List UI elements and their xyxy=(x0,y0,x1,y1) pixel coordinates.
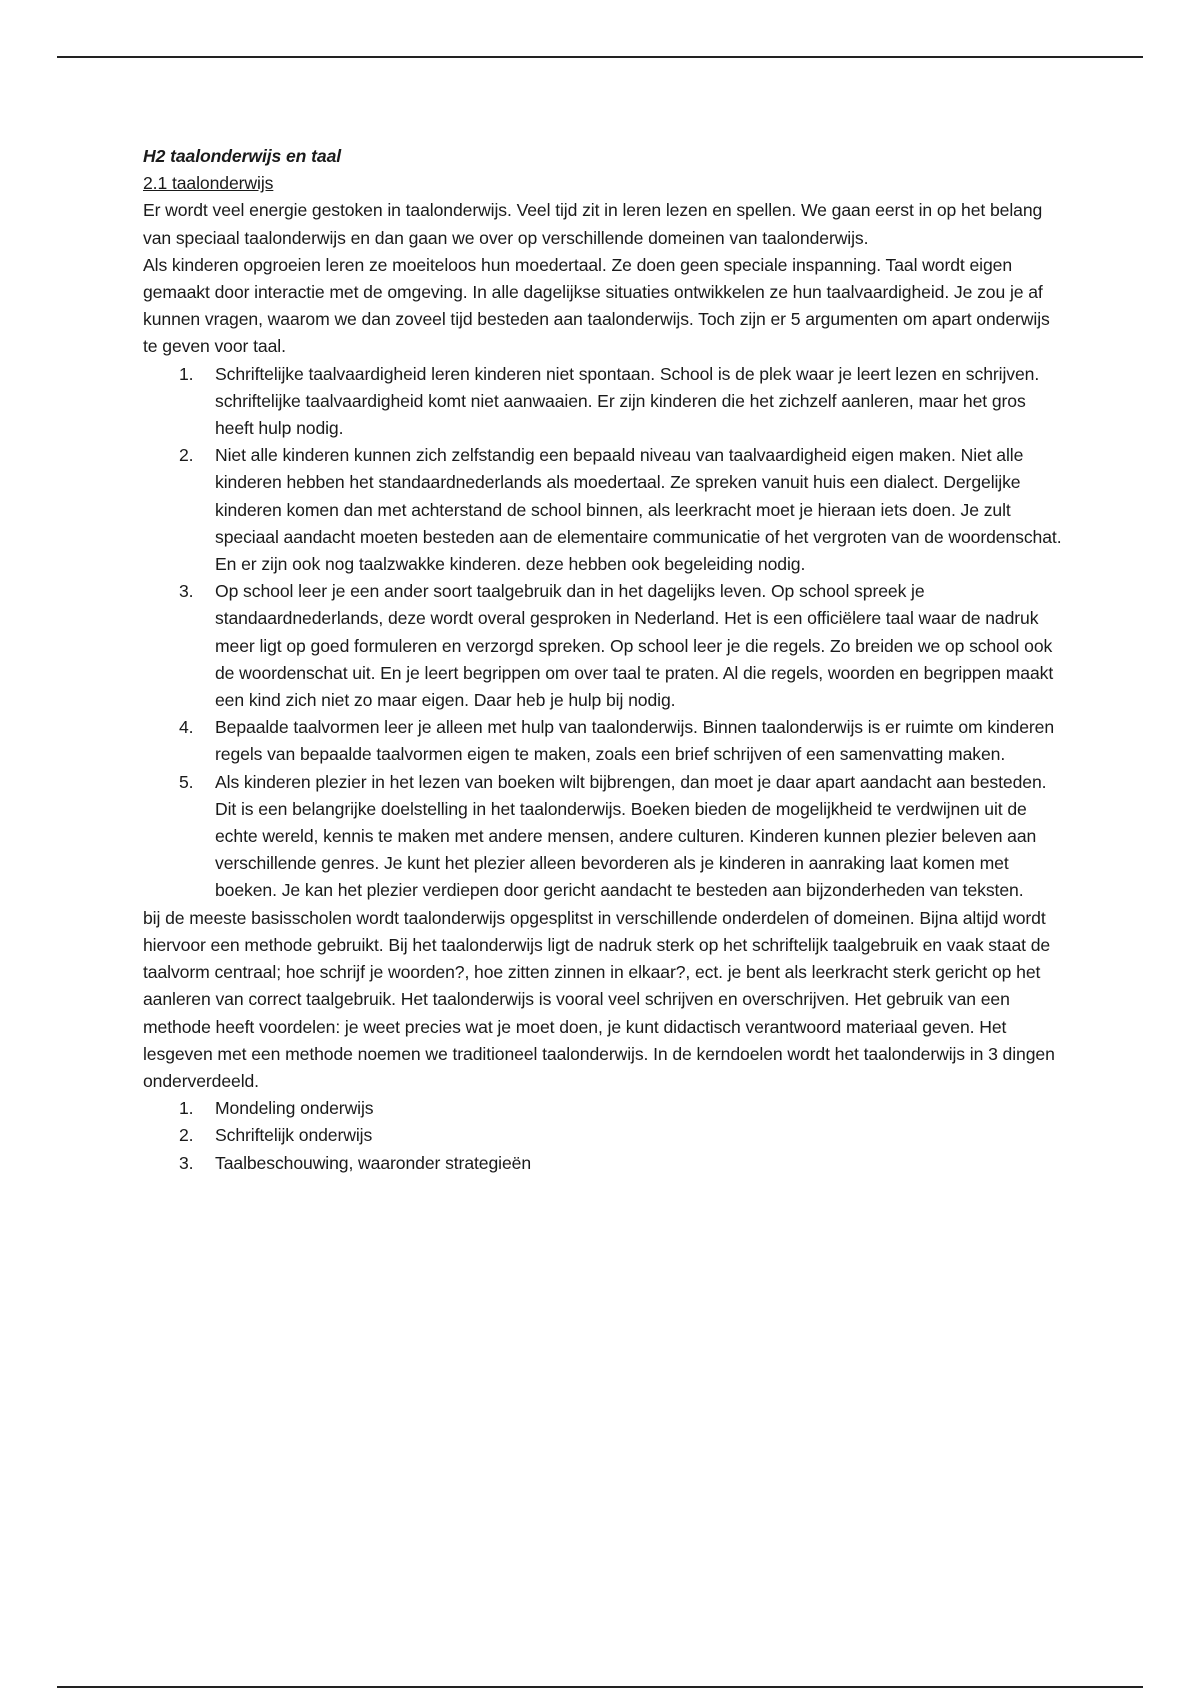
list-number: 2. xyxy=(179,445,194,466)
domains-list xyxy=(143,1095,1063,1177)
chapter-heading: H2 taalonderwijs en taal xyxy=(143,146,342,166)
list-text: Schriftelijke taalvaardigheid leren kinderen niet spontaan. School is de plek waar je leert lezen en schrijven. schriftelijke taalvaardigheid komt niet aanwaaien. Er zijn kinderen die het zichzelf aanleren, maar het gros heeft hulp nodig. xyxy=(215,363,1040,439)
intro-paragraph-2: Als kinderen opgroeien leren ze moeiteloos hun moedertaal. Ze doen geen speciale inspanning. Taal wordt eigen gemaakt door interactie met de omgeving. In alle dagelijkse situaties ontwikkelen ze hun taalvaardigheid. Je zou je af kunnen vragen, waarom we dan zoveel tijd besteden aan taalonderwijs. Toch zijn er 5 argumenten om apart onderwijs te geven voor taal. xyxy=(143,254,1050,357)
intro-paragraph-1: Er wordt veel energie gestoken in taalonderwijs. Veel tijd zit in leren lezen en spellen. We gaan eerst in op het belang van speciaal taalonderwijs en dan gaan we over op verschillende domeinen van taalonderwijs. xyxy=(143,200,1043,248)
arguments-list xyxy=(143,361,1063,905)
list-number: 1. xyxy=(179,363,194,384)
list-item xyxy=(143,1150,1063,1177)
list-item xyxy=(143,1122,1063,1149)
list-text: Op school leer je een ander soort taalgebruik dan in het dagelijks leven. Op school spreek je standaardnederlands, deze wordt overal gesproken in Nederland. Het is een officiëlere taal waar de nadruk meer ligt op goed formuleren en verzorgd spreken. Op school leer je die regels. Zo breiden we op school ook de woordenschat uit. En je leert begrippen om over taal te praten. Al die regels, woorden en begrippen maakt een kind zich niet zo maar eigen. Daar heb je hulp bij nodig. xyxy=(215,581,1054,711)
list-text: Als kinderen plezier in het lezen van boeken wilt bijbrengen, dan moet je daar apart aandacht aan besteden. Dit is een belangrijke doelstelling in het taalonderwijs. Boeken bieden de mogelijkheid te verdwijnen uit de echte wereld, kennis te maken met andere mensen, andere culturen. Kinderen kunnen plezier beleven aan verschillende genres. Je kunt het plezier alleen bevorderen als je kinderen in aanraking laat komen met boeken. Je kan het plezier verdiepen door gericht aandacht te besteden aan bijzonderheden van teksten. xyxy=(215,771,1047,901)
list-item xyxy=(143,769,1063,905)
header-rule xyxy=(57,56,1143,58)
list-number: 1. xyxy=(179,1098,194,1119)
list-text: Schriftelijk onderwijs xyxy=(215,1125,373,1146)
list-item xyxy=(143,714,1063,768)
list-item xyxy=(143,1095,1063,1122)
list-item xyxy=(143,361,1063,443)
section-heading: 2.1 taalonderwijs xyxy=(143,173,274,194)
closing-paragraph: bij de meeste basisscholen wordt taalonderwijs opgesplitst in verschillende onderdelen of domeinen. Bijna altijd wordt hiervoor een methode gebruikt. Bij het taalonderwijs ligt de nadruk sterk op het schriftelijk taalgebruik en vaak staat de taalvorm centraal; hoe schrijf je woorden?, hoe zitten zinnen in elkaar?, ect. je bent als leerkracht sterk gericht op het aanleren van correct taalgebruik. Het taalonderwijs is vooral veel schrijven en overschrijven. Het gebruik van een methode heeft voordelen: je weet precies wat je moet doen, je kunt didactisch verantwoord materiaal geven. Het lesgeven met een methode noemen we traditioneel taalonderwijs. In de kerndoelen wordt het taalonderwijs in 3 dingen onderverdeeld. xyxy=(143,907,1055,1091)
list-number: 3. xyxy=(179,1152,194,1173)
footer-rule xyxy=(57,1686,1143,1688)
list-number: 5. xyxy=(179,771,194,792)
list-number: 2. xyxy=(179,1125,194,1146)
list-text: Bepaalde taalvormen leer je alleen met hulp van taalonderwijs. Binnen taalonderwijs is er ruimte om kinderen regels van bepaalde taalvormen eigen te maken, zoals een brief schrijven of een samenvatting maken. xyxy=(215,717,1055,765)
list-number: 4. xyxy=(179,717,194,738)
list-text: Taalbeschouwing, waaronder strategieën xyxy=(215,1152,532,1173)
list-text: Mondeling onderwijs xyxy=(215,1098,374,1119)
list-text: Niet alle kinderen kunnen zich zelfstandig een bepaald niveau van taalvaardigheid eigen maken. Niet alle kinderen hebben het standaardnederlands als moedertaal. Ze spreken vanuit huis een dialect. Dergelijke kinderen komen dan met achterstand de school binnen, als leerkracht moet je hieraan iets doen. Je zult speciaal aandacht moeten besteden aan de elementaire communicatie of het vergroten van de woordenschat. En er zijn ook nog taalzwakke kinderen. deze hebben ook begeleiding nodig. xyxy=(215,445,1062,575)
list-number: 3. xyxy=(179,581,194,602)
list-item xyxy=(143,442,1063,578)
document-body xyxy=(143,143,1063,1177)
list-item xyxy=(143,578,1063,714)
